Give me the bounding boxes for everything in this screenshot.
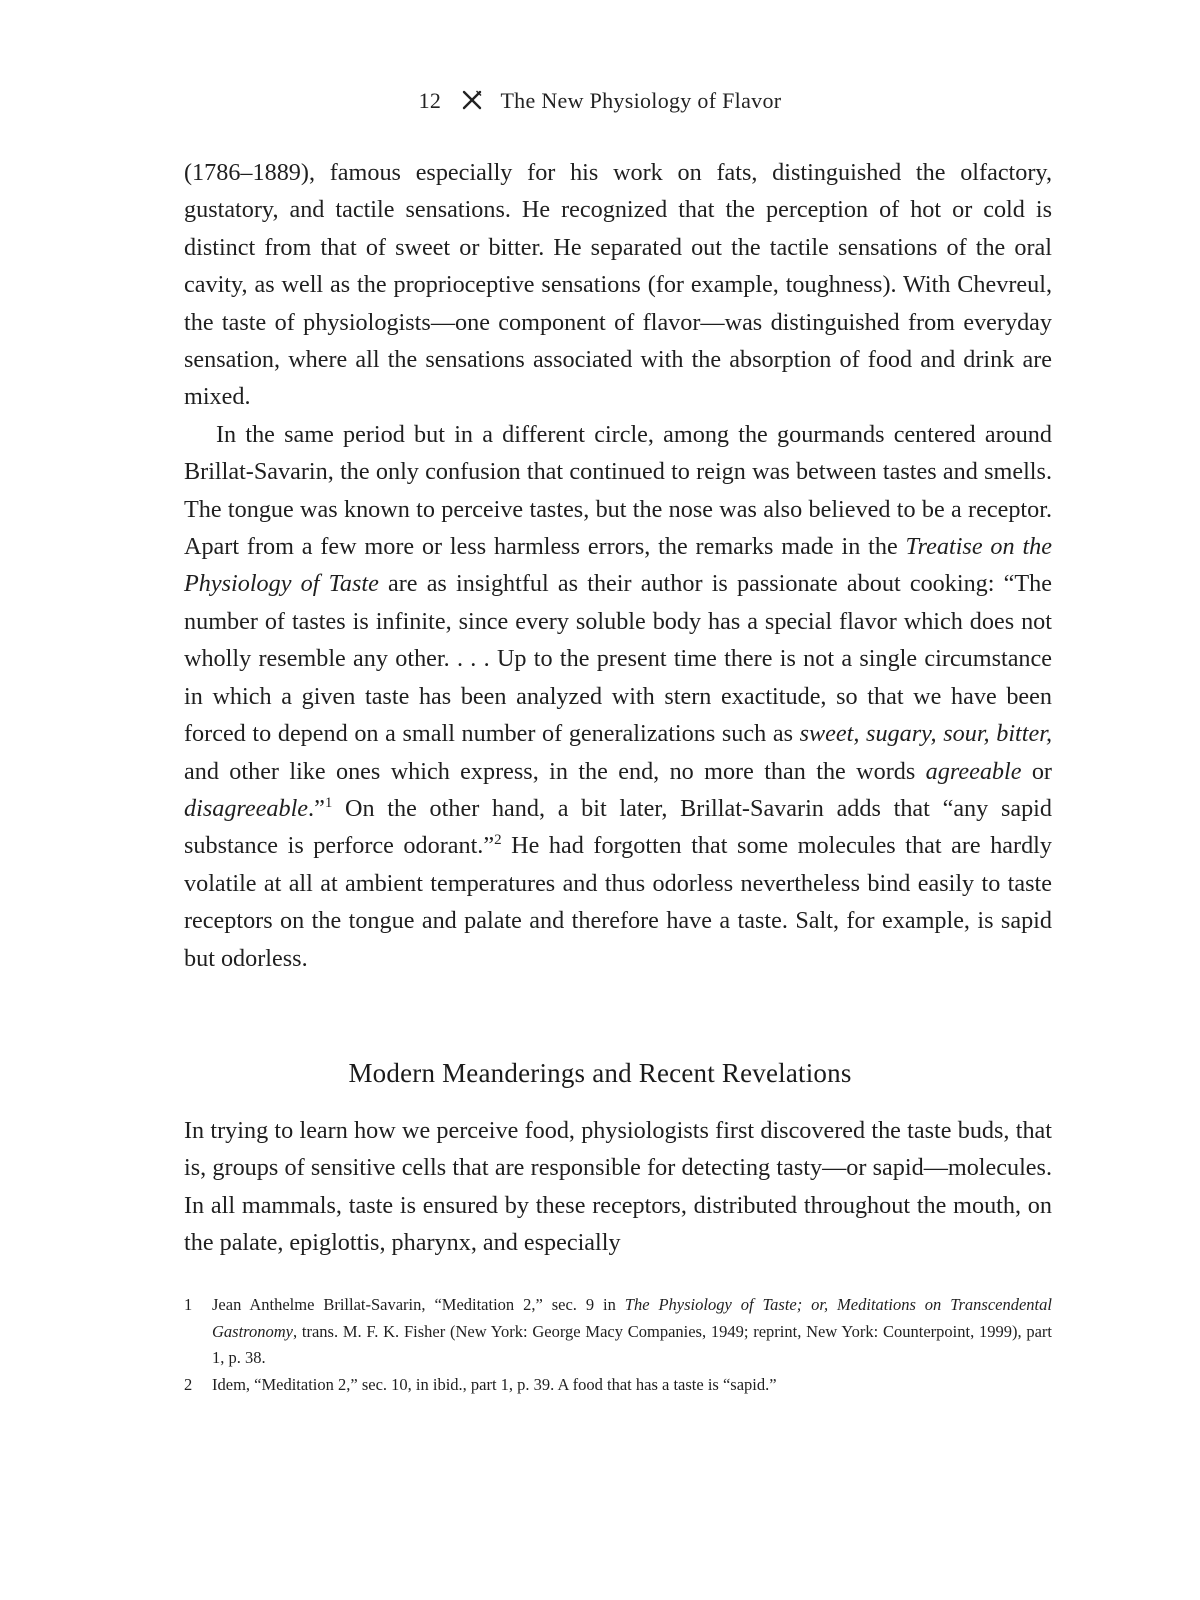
running-head-title: The New Physiology of Flavor [500, 88, 782, 113]
footnote-number: 2 [184, 1374, 193, 1394]
footnote-2: 2 Idem, “Meditation 2,” sec. 10, in ibid., part 1, p. 39. A food that has a taste is “sapid.” [184, 1372, 1052, 1399]
footnotes [184, 1292, 1052, 1398]
footnote-ref-2[interactable]: 2 [494, 832, 502, 849]
paragraph-3: In trying to learn how we perceive food, physiologists first discovered the taste buds, that is, groups of sensitive cells that are responsible for detecting tasty—or sapid—molecules. In all mammals, taste is ensured by these receptors, distributed throughout the mouth, on the palate, epiglottis, pharynx, and especially [184, 1117, 1052, 1257]
page-number: 12 [418, 88, 442, 113]
footnote-ref-1[interactable]: 1 [324, 794, 333, 811]
footnote-number: 1 [184, 1295, 193, 1314]
running-head [0, 88, 1200, 114]
paragraph-2: In the same period but in a different circle, among the gourmands centered around Brillat-Savarin, the only confusion that continued to reign was between tastes and smells. The tongue was known to perceive tastes, but the nose was also believed to be a receptor. Apart from a few more or less harmless errors, the remarks made in the Treatise on the Physiology of Taste are as insightful as their author is passionate about cooking: “The number of tastes is infinite, since every soluble body has a special flavor which does not wholly resemble any other. . . . Up to the present time there is not a single circumstance in which a given taste has been analyzed with stern exactitude, so that we have been forced to depend on a small number of generalizations such as sweet, sugary, sour, bitter, and other like ones which express, in the end, no more than the words agreeable or disagreeable.”$^1$ On the other hand, a bit later, Brillat-Savarin adds that “any sapid substance is perforce odorant.”$^2$ He had forgotten that some molecules that are hardly volatile at all at ambient temperatures and thus odorless nevertheless bind easily to taste receptors on the tongue and palate and therefore have a taste. Salt, for example, is sapid but odorless. [184, 420, 1053, 972]
crossed-fork-knife-icon [461, 89, 483, 111]
section-heading: Modern Meanderings and Recent Revelations [348, 1058, 852, 1088]
body-text [184, 154, 1052, 977]
footnote-1: 1 Jean Anthelme Brillat-Savarin, “Meditation 2,” sec. 9 in The Physiology of Taste; or, Meditations on Transcendental Gastronomy, trans. M. F. K. Fisher (New York: George Macy Companies, 1949; reprint, New York: Counterpoint, 1999), part 1, p. 38. [184, 1292, 1052, 1372]
body-text-continued [184, 1112, 1052, 1262]
paragraph-1: (1786–1889), famous especially for his work on fats, distinguished the olfactory, gustatory, and tactile sensations. He recognized that the perception of hot or cold is distinct from that of sweet or bitter. He separated out the tactile sensations of the oral cavity, as well as the proprioceptive sensations (for example, toughness). With Chevreul, the taste of physiologists—one component of flavor—was distinguished from everyday sensation, where all the sensations associated with the absorption of food and drink are mixed. [184, 159, 1052, 411]
